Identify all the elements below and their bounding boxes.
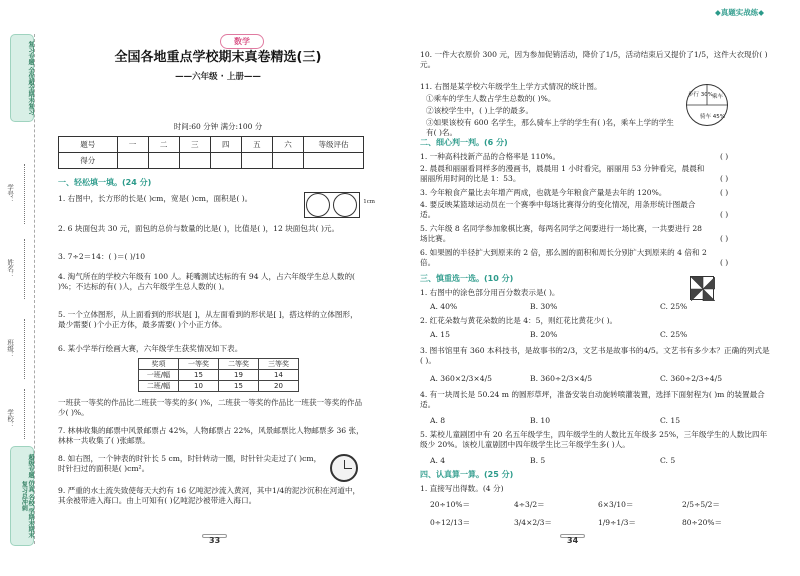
score-input[interactable] [272,153,303,169]
strip-tag-bottom: 超级专题 仿真 名校 学期末期末复习总冲刺 [10,446,34,546]
question-8: 8. 如右图，一个钟表的时针长 5 cm，时针转动一圈，时针针尖走过了( )cm，时针扫过的面积是( )cm²。 [58,454,322,474]
section-heading: 二、细心判一判。(6 分) [420,138,508,147]
choice-option[interactable]: C. 25% [660,330,688,339]
answer-paren[interactable]: ( ) [720,258,729,267]
question-11c: ③如果该校有 600 名学生，那么骑车上学的学生有( )名，乘车上学的学生有( )名。 [426,118,674,138]
calc-item: 0÷12/13＝ [430,518,471,527]
calc-item: 80÷20%＝ [682,518,722,527]
question-9: 9. 严重的水土流失致使每天大约有 16 亿吨泥沙流入黄河，其中1/4的泥沙沉积在河道中，其余被带进入海口。由上可知有( )亿吨泥沙被带进入海口。 [58,486,361,506]
award-cell: 15 [219,381,259,392]
choice-1: 1. 右图中的涂色部分用百分数表示是( )。 [420,288,560,297]
award-header: 一等奖 [179,359,219,370]
choice-option[interactable]: C. 360÷2/3÷4/5 [660,374,723,383]
pie-label-bike: 骑车 45% [700,114,725,120]
score-input[interactable] [241,153,272,169]
answer-paren[interactable]: ( ) [720,210,729,219]
calc-item: 20÷10%＝ [430,500,470,509]
section-heading: 三、慎重选一选。(10 分) [420,274,514,283]
figure-label: 1cm [363,199,375,205]
choice-3: 3. 图书馆里有 360 本科技书，是故事书的2/3，文艺书是故事书的4/5。文艺书有多少本？正确的列式是( )。 [420,346,770,366]
choice-option[interactable]: B. 10 [530,416,551,425]
calc-item: 2/5÷5/2＝ [682,500,720,509]
score-input[interactable] [117,153,148,169]
student-id-field: 学号： [6,184,15,204]
rect-figure [304,192,375,218]
calc-instruction: 1. 直接写出得数。(4 分) [420,484,504,493]
answer-paren[interactable]: ( ) [720,234,729,243]
circle-figure [306,193,330,217]
field-line [24,319,25,379]
calc-item: 4÷3/2＝ [514,500,545,509]
field-line [24,164,25,224]
award-header: 二等奖 [219,359,259,370]
choice-option[interactable]: C. 15 [660,416,681,425]
pie-label-bus: 乘车 [712,94,724,100]
cut-line [34,34,35,544]
choice-4: 4. 有一块周长是 50.24 m 的圆形草坪，准备安装自动旋转喷灌装置，选择下面射程为( )m 的装置最合适。 [420,390,765,410]
page-title: 全国各地重点学校期末真卷精选(三) [114,50,322,65]
judge-6: 6. 如果圆的半径扩大到原来的 2 倍，那么圆的面积和周长分别扩大到原来的 4 倍和 2 倍。 [420,248,707,268]
choice-option[interactable]: C. 25% [660,302,688,311]
question-4: 4. 淘气所在的学校六年级有 100 人。耗嘴测试达标的有 94 人，占六年级学生总人数的( )%；不达标的有( )人，占六年级学生总人数的( )。 [58,272,356,292]
score-cell: 六 [272,137,303,153]
choice-option[interactable]: C. 5 [660,456,676,465]
section-heading: 一、轻松填一填。(24 分) [58,178,152,187]
judge-3: 3. 今年粮食产量比去年增产两成，也就是今年粮食产量是去年的 120%。 [420,188,667,197]
award-header: 奖项 [139,359,179,370]
pinwheel-shape [691,277,715,301]
score-cell: 得分 [59,153,118,169]
score-input[interactable] [304,153,364,169]
question-5: 5. 一个立体图形，从上面看到的形状是[ ]，从左面看到的形状是[ ]，搭这样的立体图形，最少需要( )个小正方体，最多需要( )个小正方体。 [58,310,358,330]
question-1: 1. 右图中，长方形的长是( )cm，宽是( )cm，面积是( )。 [58,194,253,203]
class-field: 班级： [6,339,15,359]
choice-option[interactable]: A. 15 [430,330,450,339]
question-11a: ①乘车的学生人数占学生总数的( )%。 [426,94,556,103]
score-input[interactable] [179,153,210,169]
question-6b: 一班获一等奖的作品比二班获一等奖的多( )%，二班获一等奖的作品比一班获一等奖的作品少( )%。 [58,398,363,418]
school-field: 学校： [6,409,15,429]
choice-option[interactable]: B. 360÷2/3×4/5 [530,374,593,383]
score-cell: 等级评估 [304,137,364,153]
student-name-field: 姓名： [6,259,15,279]
subject-badge: 数学 [220,34,264,49]
section-heading: 四、认真算一算。(25 分) [420,470,514,479]
judge-5: 5. 六年级 8 名同学参加象棋比赛，每两名同学之间要进行一场比赛，一共要进行 28 场比赛。 [420,224,702,244]
choice-option[interactable]: B. 5 [530,456,546,465]
score-cell: 三 [179,137,210,153]
calc-item: 3/4×2/3＝ [514,518,552,527]
award-cell: 14 [259,370,299,381]
choice-option[interactable]: A. 8 [430,416,446,425]
score-cell: 五 [241,137,272,153]
circle-figure [333,193,357,217]
score-cell: 一 [117,137,148,153]
page-number: 34 [560,534,585,538]
calc-item: 1/9÷1/3＝ [598,518,636,527]
score-cell: 四 [210,137,241,153]
question-11: 11. 右图是某学校六年级学生上学方式情况的统计图。 [420,82,602,91]
score-cell: 二 [148,137,179,153]
clock-hand [344,468,352,469]
choice-option[interactable]: B. 30% [530,302,558,311]
score-table [58,136,364,169]
pie-label-walk: 步行 30% [688,92,713,98]
calc-item: 6×3/10＝ [598,500,634,509]
award-cell: 15 [179,370,219,381]
question-3: 3. 7÷2＝14：( )＝( )/10 [58,252,146,261]
judge-2: 2. 晨晨和丽丽看同样多的漫画书，晨晨用 1 小时看完，丽丽用 53 分钟看完，晨晨和丽丽所用时间的比是 1：53。 [420,164,705,184]
pinwheel-figure [690,276,714,300]
award-cell: 一班/幅 [139,370,179,381]
exam-meta: 时间:60 分钟 满分:100 分 [173,122,263,131]
clock-icon [330,454,358,482]
margin-strip [4,34,42,554]
strip-tag-top: 复习专题 全优超全期末复习 [10,34,34,122]
answer-paren[interactable]: ( ) [720,174,729,183]
choice-5: 5. 某校儿童剧团中有 20 名五年级学生，四年级学生的人数比五年级多 25%，三年级学生的人数比四年级少 20%。该校儿童剧团中四年级学生比三年级学生多( )人。 [420,430,768,450]
field-line [24,389,25,439]
question-2: 2. 6 块面包共 30 元，面包的总价与数量的比是( )，比值是( )，12 块面包共( )元。 [58,224,340,233]
page-number: 33 [202,534,227,538]
choice-option[interactable]: A. 4 [430,456,446,465]
award-cell: 二班/幅 [139,381,179,392]
score-input[interactable] [210,153,241,169]
judge-1: 1. 一种高科技新产品的合格率是 110%。 [420,152,561,161]
award-table [138,358,299,392]
choice-2: 2. 红花朵数与黄花朵数的比是 4：5，则红花比黄花少( )。 [420,316,618,325]
judge-4: 4. 要反映某篮球运动员在一个赛季中每场比赛得分的变化情况，用条形统计图最合适。 [420,200,696,220]
award-header: 三等奖 [259,359,299,370]
field-line [24,239,25,299]
choice-option[interactable]: B. 20% [530,330,558,339]
question-10: 10. 一件大衣原价 300 元，因为参加促销活动，降价了1/5，活动结束后又提价了1/5，这件大衣现价( )元。 [420,50,768,70]
choice-option[interactable]: A. 360×2/3×4/5 [430,374,492,383]
award-cell: 10 [179,381,219,392]
answer-paren[interactable]: ( ) [720,152,729,161]
question-6: 6. 某小学举行绘画大赛，六年级学生获奖情况如下表。 [58,344,243,353]
answer-paren[interactable]: ( ) [720,188,729,197]
question-11b: ②该校学生中，( )上学的最多。 [426,106,534,115]
score-input[interactable] [148,153,179,169]
corner-label: ◆真题实战练◆ [714,8,764,17]
score-cell: 题号 [59,137,118,153]
choice-option[interactable]: A. 40% [430,302,458,311]
award-cell: 19 [219,370,259,381]
question-7: 7. 林林收集的邮票中风景邮票占 42%，人物邮票占 22%，风景邮票比人物邮票多 36 张，林林一共收集了( )张邮票。 [58,426,364,446]
page-subtitle: ——六年级 · 上册—— [175,72,261,82]
award-cell: 20 [259,381,299,392]
